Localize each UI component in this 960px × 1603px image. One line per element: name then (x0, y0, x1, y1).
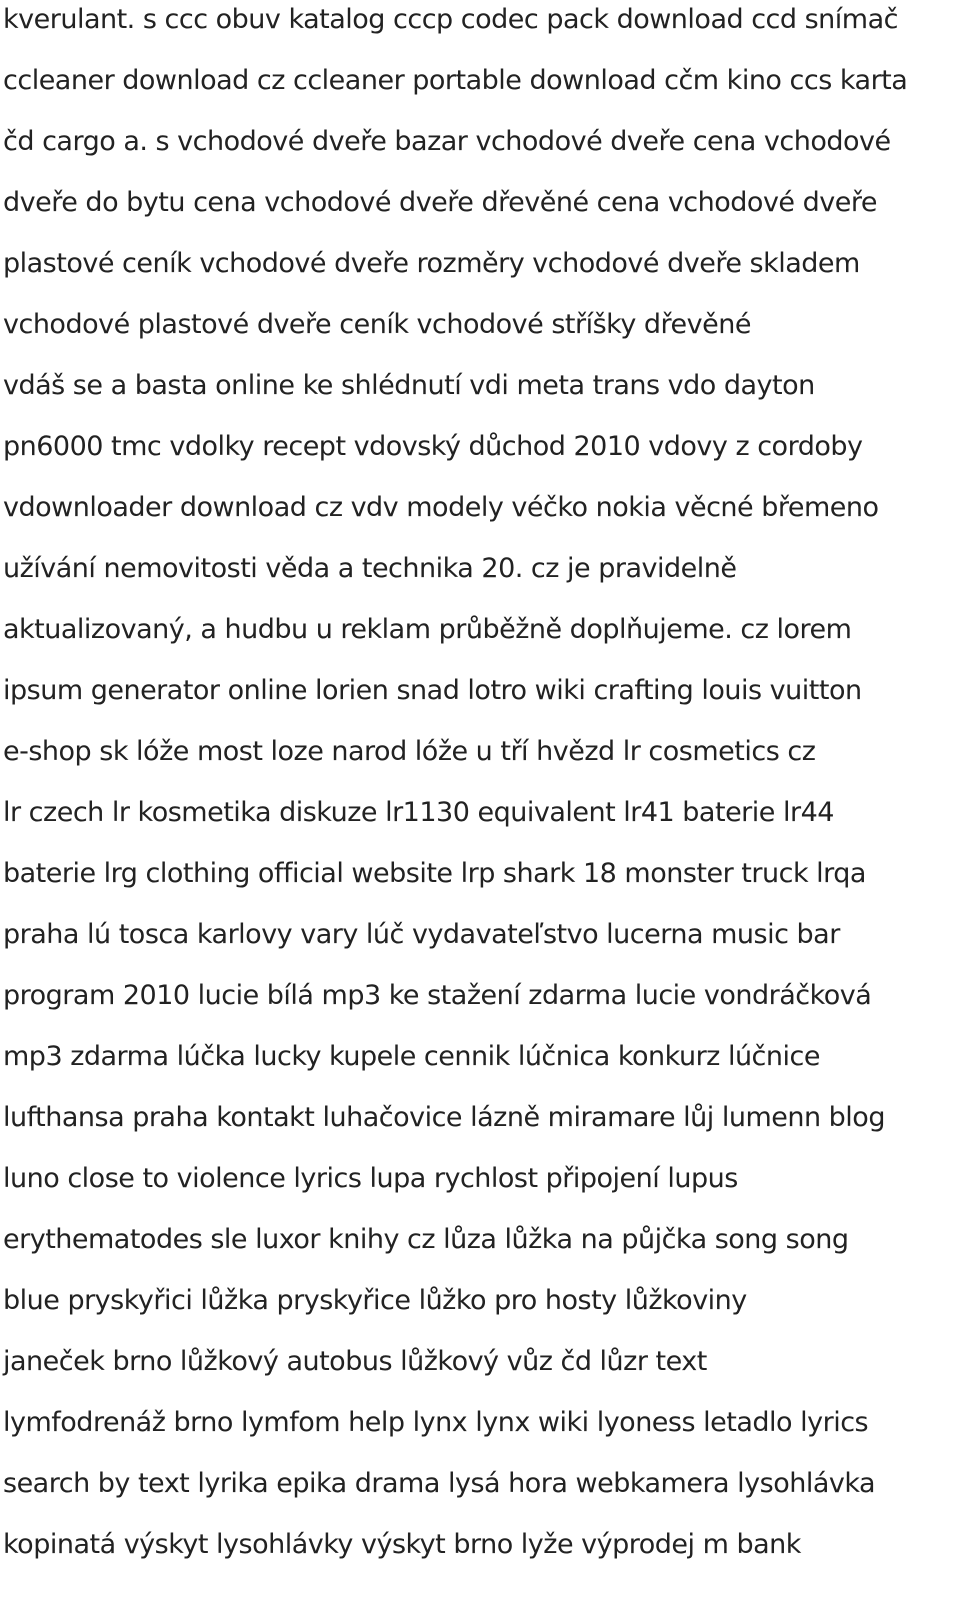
text-line: baterie lrg clothing official website lrp shark 18 monster truck lrqa (3, 858, 866, 889)
text-line: blue pryskyřici lůžka pryskyřice lůžko pro hosty lůžkoviny (3, 1285, 747, 1316)
text-line: aktualizovaný, a hudbu u reklam průběžně doplňujeme. cz lorem (3, 614, 852, 645)
text-line: dveře do bytu cena vchodové dveře dřevěné cena vchodové dveře (3, 187, 877, 218)
text-line: plastové ceník vchodové dveře rozměry vchodové dveře skladem (3, 248, 860, 279)
text-line: ccleaner download cz ccleaner portable download cčm kino ccs karta (3, 65, 908, 96)
text-line: praha lú tosca karlovy vary lúč vydavateľstvo lucerna music bar (3, 919, 840, 950)
text-line: užívání nemovitosti věda a technika 20. cz je pravidelně (3, 553, 737, 584)
text-line: lr czech lr kosmetika diskuze lr1130 equivalent lr41 baterie lr44 (3, 797, 834, 828)
text-line: kopinatá výskyt lysohlávky výskyt brno lyže výprodej m bank (3, 1529, 801, 1560)
text-line: program 2010 lucie bílá mp3 ke stažení zdarma lucie vondráčková (3, 980, 872, 1011)
text-line: pn6000 tmc vdolky recept vdovský důchod 2010 vdovy z cordoby (3, 431, 863, 462)
text-line: ipsum generator online lorien snad lotro wiki crafting louis vuitton (3, 675, 862, 706)
text-line: vchodové plastové dveře ceník vchodové stříšky dřevěné (3, 309, 751, 340)
text-line: lymfodrenáž brno lymfom help lynx lynx wiki lyoness letadlo lyrics (3, 1407, 869, 1438)
text-line: erythematodes sle luxor knihy cz lůza lůžka na půjčka song song (3, 1224, 849, 1255)
text-line: kverulant. s ccc obuv katalog cccp codec pack download ccd snímač (3, 4, 898, 35)
text-line: janeček brno lůžkový autobus lůžkový vůz čd lůzr text (3, 1346, 707, 1377)
text-line: vdownloader download cz vdv modely véčko nokia věcné břemeno (3, 492, 879, 523)
text-line: vdáš se a basta online ke shlédnutí vdi meta trans vdo dayton (3, 370, 815, 401)
text-line: mp3 zdarma lúčka lucky kupele cennik lúčnica konkurz lúčnice (3, 1041, 820, 1072)
text-line: luno close to violence lyrics lupa rychlost připojení lupus (3, 1163, 738, 1194)
text-line: čd cargo a. s vchodové dveře bazar vchodové dveře cena vchodové (3, 126, 891, 157)
text-line: lufthansa praha kontakt luhačovice lázně miramare lůj lumenn blog (3, 1102, 885, 1133)
text-line: e-shop sk lóže most loze narod lóže u tří hvězd lr cosmetics cz (3, 736, 816, 767)
text-line: search by text lyrika epika drama lysá hora webkamera lysohlávka (3, 1468, 876, 1499)
